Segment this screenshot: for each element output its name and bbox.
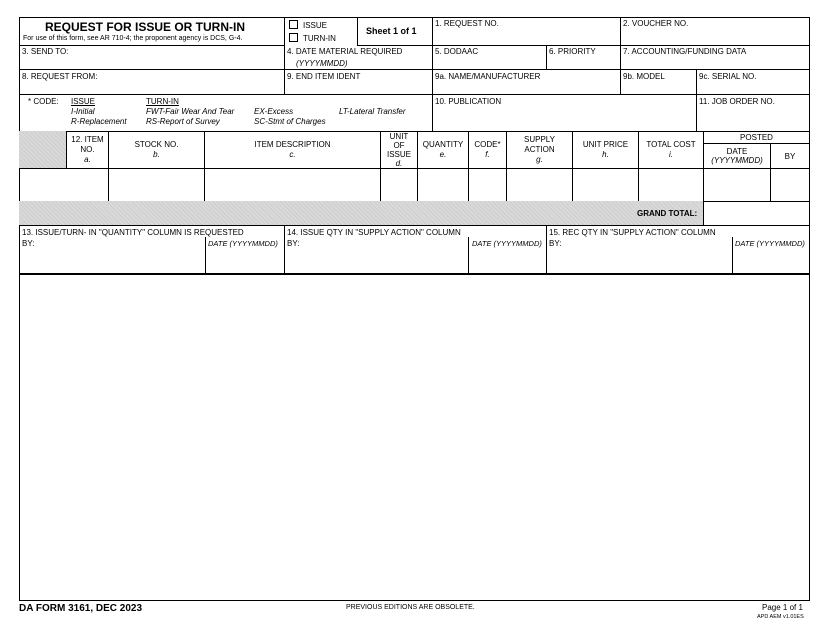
col-unit-price-label: UNIT PRICE (582, 140, 629, 149)
col-code-sub: f. (485, 150, 490, 159)
remarks-area[interactable] (20, 276, 809, 600)
sig15-by-field[interactable] (546, 237, 733, 273)
name-mfr-label: 9a. NAME/MANUFACTURER (435, 72, 541, 81)
grand-total-label: GRAND TOTAL: (637, 209, 698, 218)
col-total-cost-label: TOTAL COST (646, 140, 696, 149)
row-cell-blank[interactable] (19, 168, 109, 202)
date-material-label: 4. DATE MATERIAL REQUIRED (287, 47, 403, 56)
sig13-date: DATE (YYYYMMDD) (208, 239, 278, 248)
col-supply-label-1: SUPPLY (524, 135, 555, 144)
col-unit-sub: d. (395, 159, 403, 168)
sig15-date: DATE (YYYYMMDD) (735, 239, 805, 248)
row-cell-unit[interactable] (380, 168, 418, 202)
col-total-cost-sub: i. (669, 150, 673, 159)
col-stock-no-label: STOCK NO. (134, 140, 179, 149)
send-to-label: 3. SEND TO: (22, 47, 69, 56)
col-stock-no-sub: b. (153, 150, 160, 159)
form-number: DA FORM 3161, DEC 2023 (19, 603, 143, 614)
codes-issue-replacement: R-Replacement (71, 117, 127, 126)
request-no-label: 1. REQUEST NO. (435, 19, 499, 28)
row-cell-unit-price[interactable] (572, 168, 639, 202)
col-description-label: ITEM DESCRIPTION (254, 140, 331, 149)
sig14-label: 14. ISSUE QTY IN "SUPPLY ACTION" COLUMN (287, 228, 461, 237)
sig13-by: BY: (22, 239, 35, 248)
turnin-label: TURN-IN (303, 34, 336, 43)
table-corner-shade (19, 131, 67, 169)
codes-turnin-fwt: FWT-Fair Wear And Tear (146, 107, 235, 116)
turnin-checkbox[interactable] (289, 33, 298, 42)
page-number: Page 1 of 1 (762, 603, 803, 612)
col-posted-date-format: (YYYYMMDD) (711, 156, 763, 165)
job-order-label: 11. JOB ORDER NO. (699, 97, 775, 106)
codes-excess: EX-Excess (254, 107, 294, 116)
sig14-date: DATE (YYYYMMDD) (472, 239, 542, 248)
voucher-no-label: 2. VOUCHER NO. (623, 19, 689, 28)
col-unit-price-sub: h. (602, 150, 609, 159)
row-cell-supply-action[interactable] (506, 168, 573, 202)
codes-turnin-rs: RS-Report of Survey (146, 117, 220, 126)
sig14-by: BY: (287, 239, 300, 248)
col-quantity-sub: e. (439, 150, 447, 159)
sig14-by-field[interactable] (284, 237, 469, 273)
row-cell-quantity[interactable] (417, 168, 469, 202)
dodaac-label: 5. DODAAC (435, 47, 479, 56)
col-description-sub: c. (289, 150, 296, 159)
sig15-by: BY: (549, 239, 562, 248)
model-label: 9b. MODEL (623, 72, 665, 81)
col-item-no-label: 12. ITEM (71, 135, 104, 144)
row-cell-code[interactable] (468, 168, 507, 202)
col-posted-by-label: BY (784, 152, 796, 161)
row-cell-posted-date[interactable] (703, 168, 771, 202)
col-item-no-sub: a. (84, 155, 91, 164)
form-title: REQUEST FOR ISSUE OR TURN-IN (45, 20, 246, 34)
codes-turnin-head: TURN-IN (146, 97, 179, 106)
codes-lateral-transfer: LT-Lateral Transfer (339, 107, 406, 116)
codes-issue-initial: I-Initial (71, 107, 95, 116)
col-unit-label-1: UNIT (389, 132, 409, 141)
row-cell-posted-by[interactable] (770, 168, 810, 202)
col-unit-label-3: ISSUE (386, 150, 411, 159)
col-code-label: CODE* (474, 140, 501, 149)
sheet-label: Sheet 1 of 1 (366, 26, 417, 36)
col-supply-sub: g. (536, 155, 543, 164)
col-unit-label-2: OF (393, 141, 405, 150)
grand-total-band (19, 201, 704, 226)
issue-checkbox[interactable] (289, 20, 298, 29)
col-supply-label-2: ACTION (524, 145, 555, 154)
request-from-label: 8. REQUEST FROM: (22, 72, 98, 81)
publication-label: 10. PUBLICATION (435, 97, 502, 106)
issue-label: ISSUE (303, 21, 328, 30)
sig13-label: 13. ISSUE/TURN- IN "QUANTITY" COLUMN IS REQUESTED (22, 228, 244, 237)
codes-label: * CODE: (28, 97, 59, 106)
row-cell-stock-no[interactable] (108, 168, 205, 202)
priority-label: 6. PRIORITY (549, 47, 596, 56)
form-subtitle: For use of this form, see AR 710-4; the proponent agency is DCS, G-4. (23, 35, 243, 42)
grand-total-field[interactable] (703, 201, 810, 226)
sig15-label: 15. REC QTY IN "SUPPLY ACTION" COLUMN (549, 228, 716, 237)
serial-label: 9c. SERIAL NO. (699, 72, 757, 81)
obsolete-notice: PREVIOUS EDITIONS ARE OBSOLETE. (346, 604, 475, 611)
col-quantity-label: QUANTITY (422, 140, 464, 149)
date-material-format: (YYYYMMDD) (296, 59, 348, 68)
col-posted-date-label: DATE (726, 147, 748, 156)
form-version: APD AEM v1.01ES (757, 614, 804, 620)
end-item-label: 9. END ITEM IDENT (287, 72, 361, 81)
sig13-by-field[interactable] (19, 237, 206, 273)
col-item-no-label-2: NO. (80, 145, 95, 154)
accounting-label: 7. ACCOUNTING/FUNDING DATA (623, 47, 747, 56)
codes-issue-head: ISSUE (71, 97, 96, 106)
col-posted-label: POSTED (740, 133, 773, 142)
codes-stmt-charges: SC-Stmt of Charges (254, 117, 326, 126)
row-cell-description[interactable] (204, 168, 381, 202)
row-cell-total-cost[interactable] (638, 168, 704, 202)
